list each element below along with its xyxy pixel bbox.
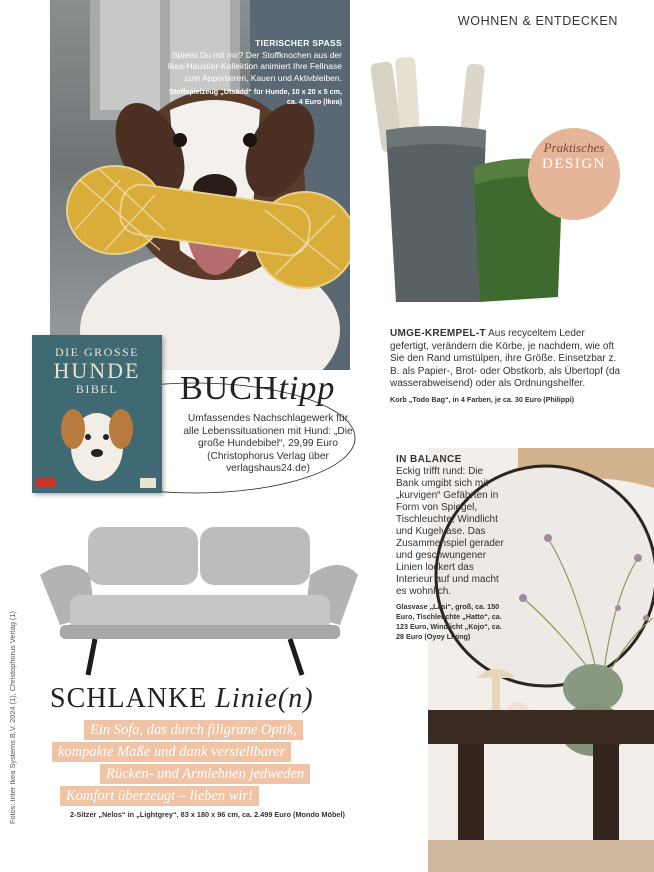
buchtipp-heading: [180, 370, 335, 408]
badge-line1: Praktisches: [543, 140, 605, 155]
photo-credit: Fotos: Inter Ikea Systems B.V. 2024 (1), Christophorus Verlag (1): [8, 611, 17, 824]
sofa-ribbon-line-3: Rücken- und Armlehnen jedweden: [100, 764, 310, 784]
dog-caption-title: TIERISCHER SPASS: [255, 38, 342, 48]
baskets-credit: Korb „Todo Bag“, in 4 Farben, je ca. 30 Euro (Philippi): [390, 394, 574, 404]
book-cover-line1: DIE GROSSE: [54, 345, 139, 359]
buchtipp-caps: BUCH: [180, 370, 279, 407]
baskets-title: UMGE-KREMPEL-T: [390, 328, 486, 339]
badge-line2: DESIGN: [542, 156, 606, 172]
baskets-description: Aus recyceltem Leder gefertigt, verändern die Körbe, je nachdem, wie oft Sie den Rand umstülpen, ihre Größe. Einsetzbar z. B. als Papier-, Brot- oder Obstkorb, als Übertopf (da wasserabweisend) oder als Ordnungshelfer.: [390, 328, 621, 389]
sofa-heading: [50, 683, 314, 715]
dog-caption: [162, 38, 342, 107]
dog-photo: [50, 0, 350, 370]
dog-caption-text: Spielst Du mit mir? Der Stoffknochen aus der Ikea-Haustier-Kollektion animiert Ihre Fellnase zum Apportieren, Kauen und Aktivbleiben.: [167, 49, 342, 83]
book-cover: [32, 335, 162, 493]
sofa-heading-caps: SCHLANKE: [50, 683, 216, 714]
book-publisher-logo: [140, 478, 156, 488]
sofa-ribbon-line-4: Komfort überzeugt – lieben wir!: [60, 786, 259, 806]
sofa-photo: [40, 515, 360, 685]
book-dog-illustration: [57, 397, 137, 493]
book-cover-title: [32, 345, 162, 397]
book-description: Umfassendes Nachschlagewerk für alle Lebenssituationen mit Hund: „Die große Hundebibel“, 29,99 Euro (Christophorus Verlag über verlagshaus24.de): [183, 413, 353, 474]
book-cover-line3: BIBEL: [75, 382, 119, 396]
sofa-heading-italic: Linie(n): [215, 683, 314, 714]
balance-credit: Glasvase „Lasi“, groß, ca. 150 Euro, Tischleuchte „Hatto“, ca. 123 Euro, Windlicht „Kojo“, ca. 28 Euro (Oyoy Living): [396, 602, 502, 641]
book-cover-line2: HUNDE: [53, 358, 141, 383]
sofa-ribbon-line-1: Ein Sofa, das durch filigrane Optik,: [84, 720, 303, 740]
section-header: WOHNEN & ENTDECKEN: [457, 14, 618, 28]
balance-description: Eckig trifft rund: Die Bank umgibt sich mit „kurvigen“ Gefährten in Form von Spiegel, Tischleuchte, Windlicht und Kugelvase. Das Zusammenspiel gerader und geschwungener Linien lockert das Interieur auf und macht es wohnlich.: [396, 466, 504, 597]
dog-caption-credit: Stoffspielzeug „Utsädd“ für Hunde, 10 x 20 x 5 cm, ca. 4 Euro (Ikea): [169, 87, 342, 106]
balance-text-block: [396, 454, 508, 642]
buchtipp-italic: tipp: [278, 370, 336, 407]
sofa-ribbon-line-2: kompakte Maße und dank verstellbarer: [52, 742, 291, 762]
balance-title: IN BALANCE: [396, 454, 462, 465]
baskets-text-block: [390, 328, 622, 406]
book-publisher-badge: [36, 478, 56, 488]
sofa-credit: 2-Sitzer „Nelos“ in „Lightgrey“, 83 x 180 x 96 cm, ca. 2.499 Euro (Mondo Möbel): [70, 810, 345, 819]
praktisches-design-badge: [528, 128, 620, 220]
